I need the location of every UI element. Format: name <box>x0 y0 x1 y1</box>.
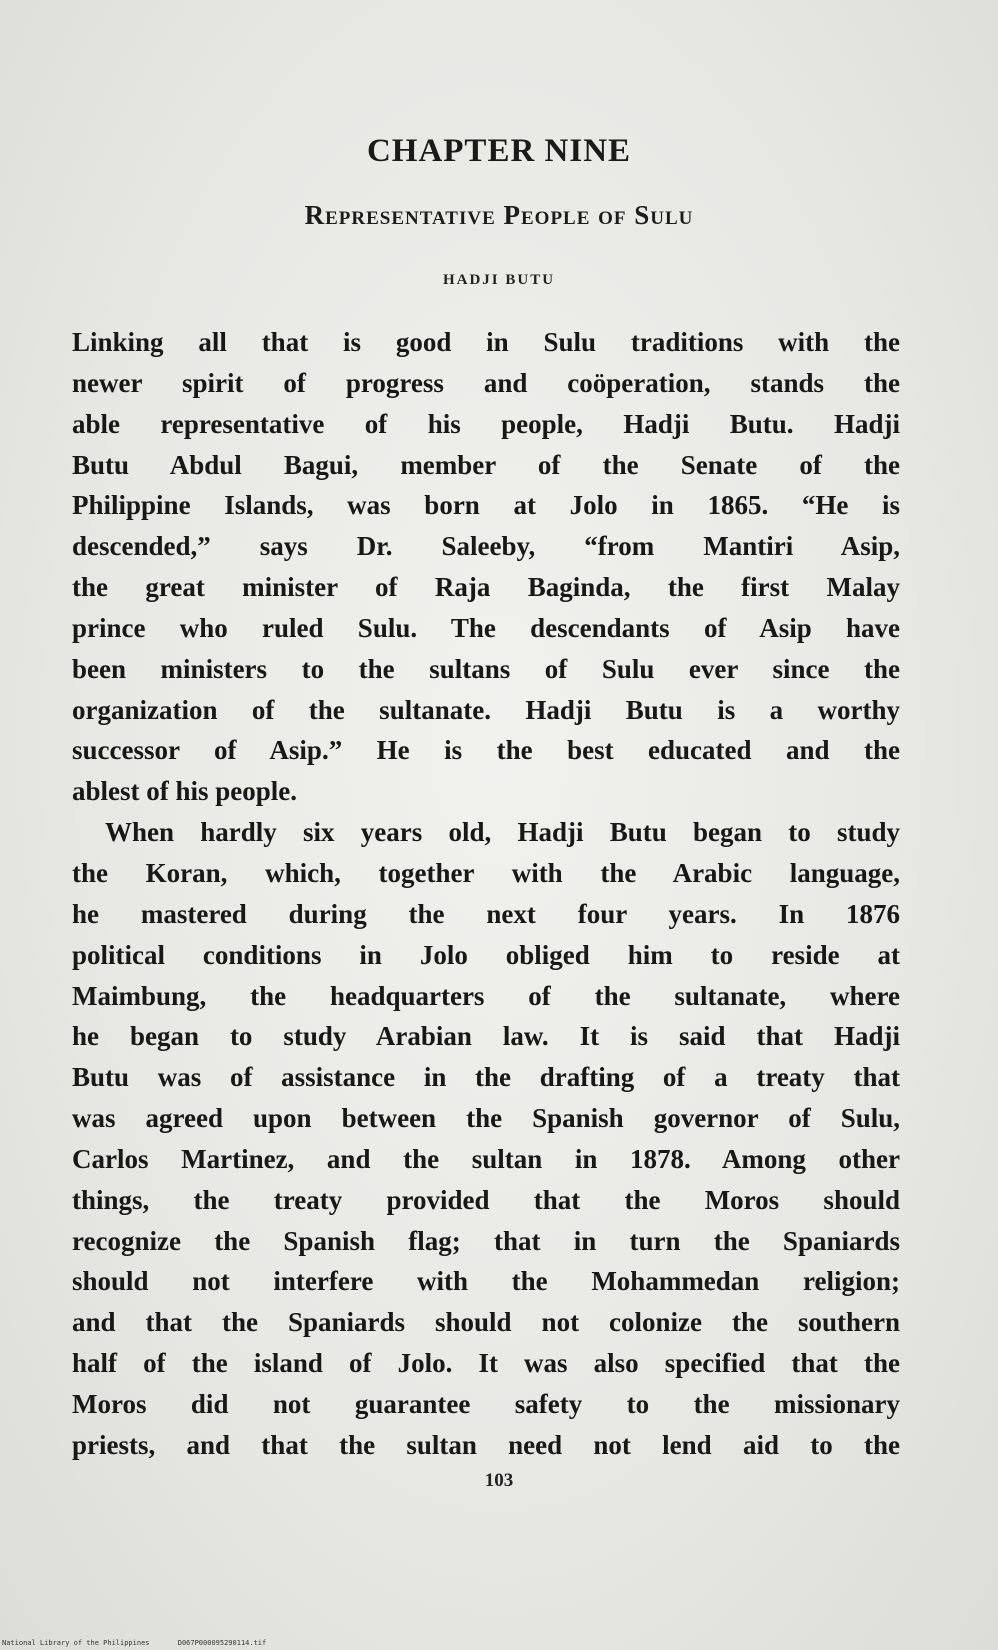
text-line: the Koran, which, together with the Arabic language, <box>72 857 900 888</box>
text-line: and that the Spaniards should not colonize the southern <box>72 1307 900 1338</box>
text-line: priests, and that the sultan need not lend aid to the <box>72 1429 900 1460</box>
text-line: things, the treaty provided that the Moros should <box>72 1184 900 1215</box>
text-line: should not interfere with the Mohammedan religion; <box>72 1266 900 1297</box>
text-line: Philippine Islands, was born at Jolo in 1865. “He is <box>72 490 900 521</box>
scan-footer <box>2 1639 266 1647</box>
text-line: Linking all that is good in Sulu traditions with the <box>72 327 900 357</box>
text-line: newer spirit of progress and coöperation, stands the <box>72 367 900 398</box>
text-line: was agreed upon between the Spanish governor of Sulu, <box>72 1103 900 1134</box>
text-line: descended,” says Dr. Saleeby, “from Mantiri Asip, <box>72 531 900 562</box>
text-line: When hardly six years old, Hadji Butu began to study <box>105 817 900 848</box>
text-line: able representative of his people, Hadji Butu. Hadji <box>72 408 900 439</box>
text-line: the great minister of Raja Baginda, the first Malay <box>72 572 900 603</box>
text-line: Butu was of assistance in the drafting of a treaty that <box>72 1062 900 1093</box>
text-line: been ministers to the sultans of Sulu ever since the <box>72 653 900 684</box>
text-line: political conditions in Jolo obliged him to reside at <box>72 939 900 970</box>
chapter-title: CHAPTER NINE <box>366 133 632 169</box>
text-line: successor of Asip.” He is the best educated and the <box>72 735 900 766</box>
text-line: recognize the Spanish flag; that in turn the Spaniards <box>72 1225 900 1256</box>
text-line: he mastered during the next four years. In 1876 <box>72 898 900 929</box>
section-heading: HADJI BUTU <box>442 272 556 288</box>
text-line: organization of the sultanate. Hadji Butu is a worthy <box>72 694 900 725</box>
footer-library: National Library of the Philippines <box>2 1639 150 1647</box>
page-number: 103 <box>484 1470 514 1491</box>
text-line: he began to study Arabian law. It is said that Hadji <box>72 1021 900 1052</box>
chapter-subtitle: Representative People of Sulu <box>304 200 694 230</box>
text-line: prince who ruled Sulu. The descendants of Asip have <box>72 612 900 643</box>
text-line: ablest of his people. <box>72 776 298 807</box>
text-line: half of the island of Jolo. It was also specified that the <box>72 1348 900 1379</box>
footer-file: D067P000095290114.tif <box>177 1639 267 1647</box>
text-line: Butu Abdul Bagui, member of the Senate of the <box>72 449 900 480</box>
text-line: Maimbung, the headquarters of the sultanate, where <box>72 980 900 1011</box>
text-line: Moros did not guarantee safety to the missionary <box>72 1388 900 1419</box>
body-text <box>72 322 900 1466</box>
text-line: Carlos Martinez, and the sultan in 1878. Among other <box>72 1143 900 1174</box>
